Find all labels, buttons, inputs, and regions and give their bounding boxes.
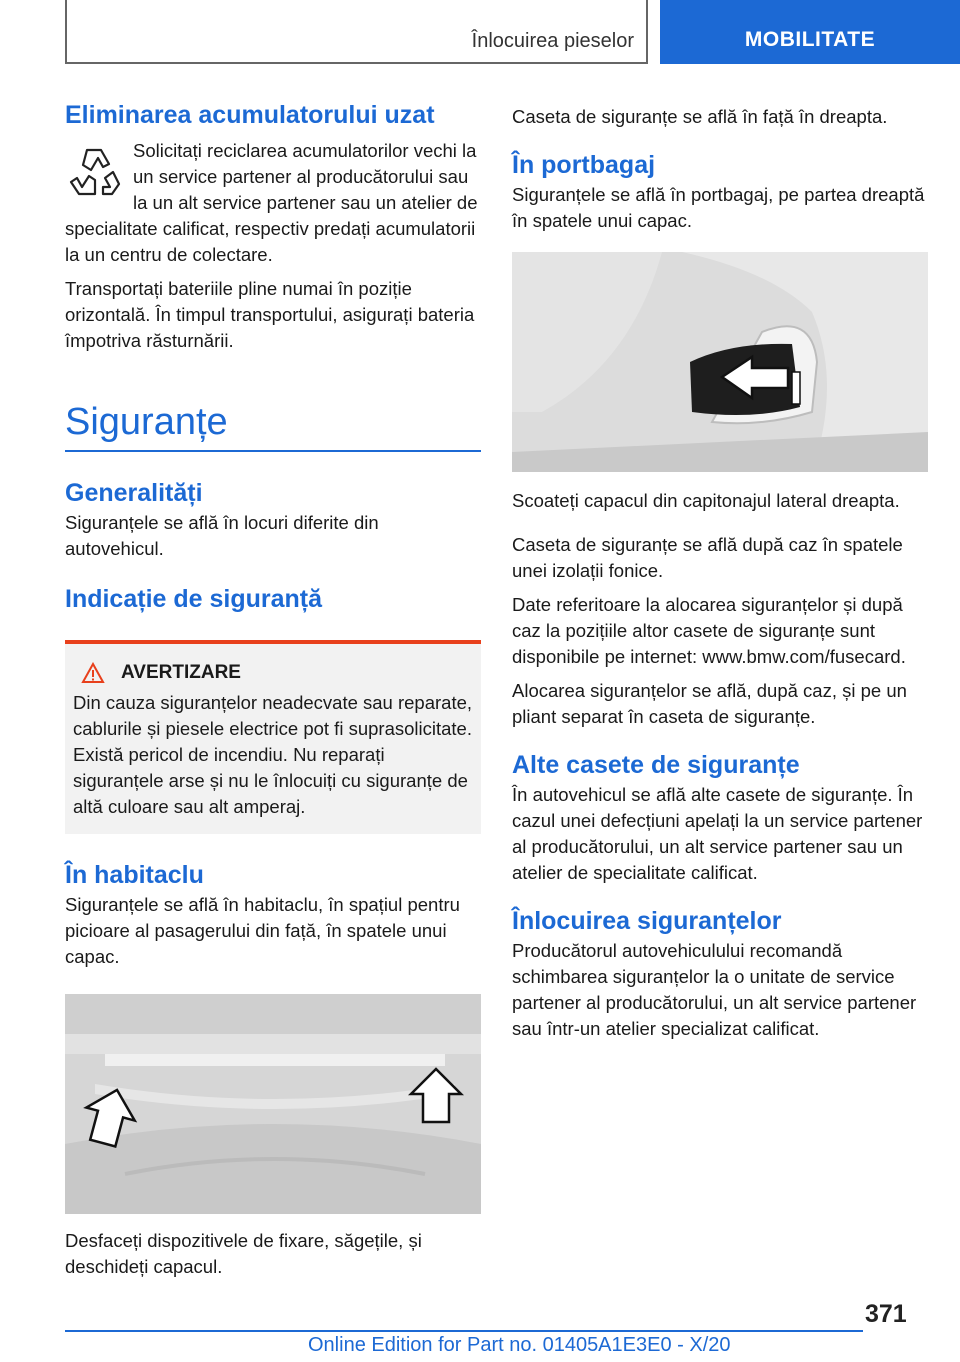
- replace-fuses-paragraph: Producătorul autovehiculului recomandă schimbarea siguranțelor la o unitate de service partener al producătorului, un alt service partener sau într-un atelier specializat calificat.: [512, 940, 917, 1039]
- page-number: 371: [865, 1300, 907, 1328]
- cabin-heading: În habitaclu: [65, 860, 204, 889]
- general-heading: Generalități: [65, 478, 203, 507]
- cabin-paragraph: Siguranțele se află în habitaclu, în spațiul pentru picioare al pasagerului din față, în spatele unui capac.: [65, 893, 460, 967]
- general-paragraph: Siguranțele se află în locuri diferite din autovehicul.: [65, 511, 379, 559]
- trunk-paragraph: Siguranțele se află în portbagaj, pe partea dreaptă în spatele unui capac.: [512, 184, 925, 231]
- recycle-icon: [65, 142, 123, 200]
- chapter-tab[interactable]: MOBILITATE: [660, 0, 960, 64]
- edition-footer[interactable]: Online Edition for Part no. 01405A1E3E0 - X/20: [308, 1334, 731, 1356]
- trunk-photo: [512, 252, 928, 472]
- left-column: [65, 100, 481, 1292]
- trunk-heading: În portbagaj: [512, 151, 656, 179]
- other-fuse-boxes-heading: Alte casete de siguranțe: [512, 751, 800, 779]
- cabin-fuse-cover-illustration: [65, 994, 481, 1214]
- trunk-paragraph-2: Caseta de siguranțe se află după caz în spatele unei izolații fonice.: [512, 534, 903, 581]
- cabin-caption: Desfaceți dispozitivele de fixare, săgețile, și deschideți capacul.: [65, 1229, 422, 1277]
- warning-header: [73, 662, 473, 684]
- section-title: Înlocuirea pieselor: [471, 30, 634, 52]
- disposal-paragraph-1: Solicitați reciclarea acumulatorilor vechi la un service partener al producătorului sau la un alt service partener sau un atelier de specialitate calificat, respectiv predați acumulatorii la un centru de colectare.: [65, 140, 478, 265]
- warning-text: Din cauza siguranțelor neadecvate sau reparate, cablurile și piesele electrice pot fi suprasolicitate. Există pericol de incendiu. Nu reparați siguranțele arse și nu le înlocuiți cu siguranțe de altă culoare sau alt amperaj.: [73, 691, 473, 817]
- other-fuse-boxes-paragraph: În autovehicul se află alte casete de siguranțe. În cazul unei defecțiuni apelați la un service partener al producătorului, un alt service partener sau un atelier de specialitate calificat.: [512, 784, 923, 883]
- safety-heading: Indicație de siguranță: [65, 584, 323, 613]
- cabin-front-paragraph: Caseta de siguranțe se află în față în dreapta.: [512, 106, 888, 127]
- cabin-photo: [65, 994, 481, 1214]
- right-column: [512, 100, 928, 1050]
- trunk-caption: Scoateți capacul din capitonajul lateral dreapta.: [512, 490, 900, 511]
- warning-label: AVERTIZARE: [121, 661, 241, 683]
- trunk-cover-illustration: [512, 252, 928, 472]
- fuses-heading: Siguranțe: [65, 402, 481, 452]
- trunk-paragraph-4: Alocarea siguranțelor se află, după caz, și pe un pliant separat în caseta de siguranțe.: [512, 680, 907, 727]
- footer-rule: [65, 1330, 863, 1332]
- disposal-block: [65, 138, 481, 268]
- replace-fuses-heading: Înlocuirea siguranțelor: [512, 907, 782, 935]
- warning-box: [65, 640, 481, 834]
- trunk-paragraph-3: Date referitoare la alocarea siguranțelor și după caz la pozițiile altor casete de siguranțe sunt disponibile pe internet: www.bmw.com/fusecard.: [512, 594, 906, 667]
- warning-triangle-icon: [81, 662, 105, 684]
- disposal-heading: Eliminarea acumulatorului uzat: [65, 101, 435, 129]
- disposal-paragraph-2: Transportați bateriile pline numai în poziție orizontală. În timpul transportului, asigurați bateria împotriva răsturnării.: [65, 278, 475, 351]
- header-frame: [65, 0, 648, 64]
